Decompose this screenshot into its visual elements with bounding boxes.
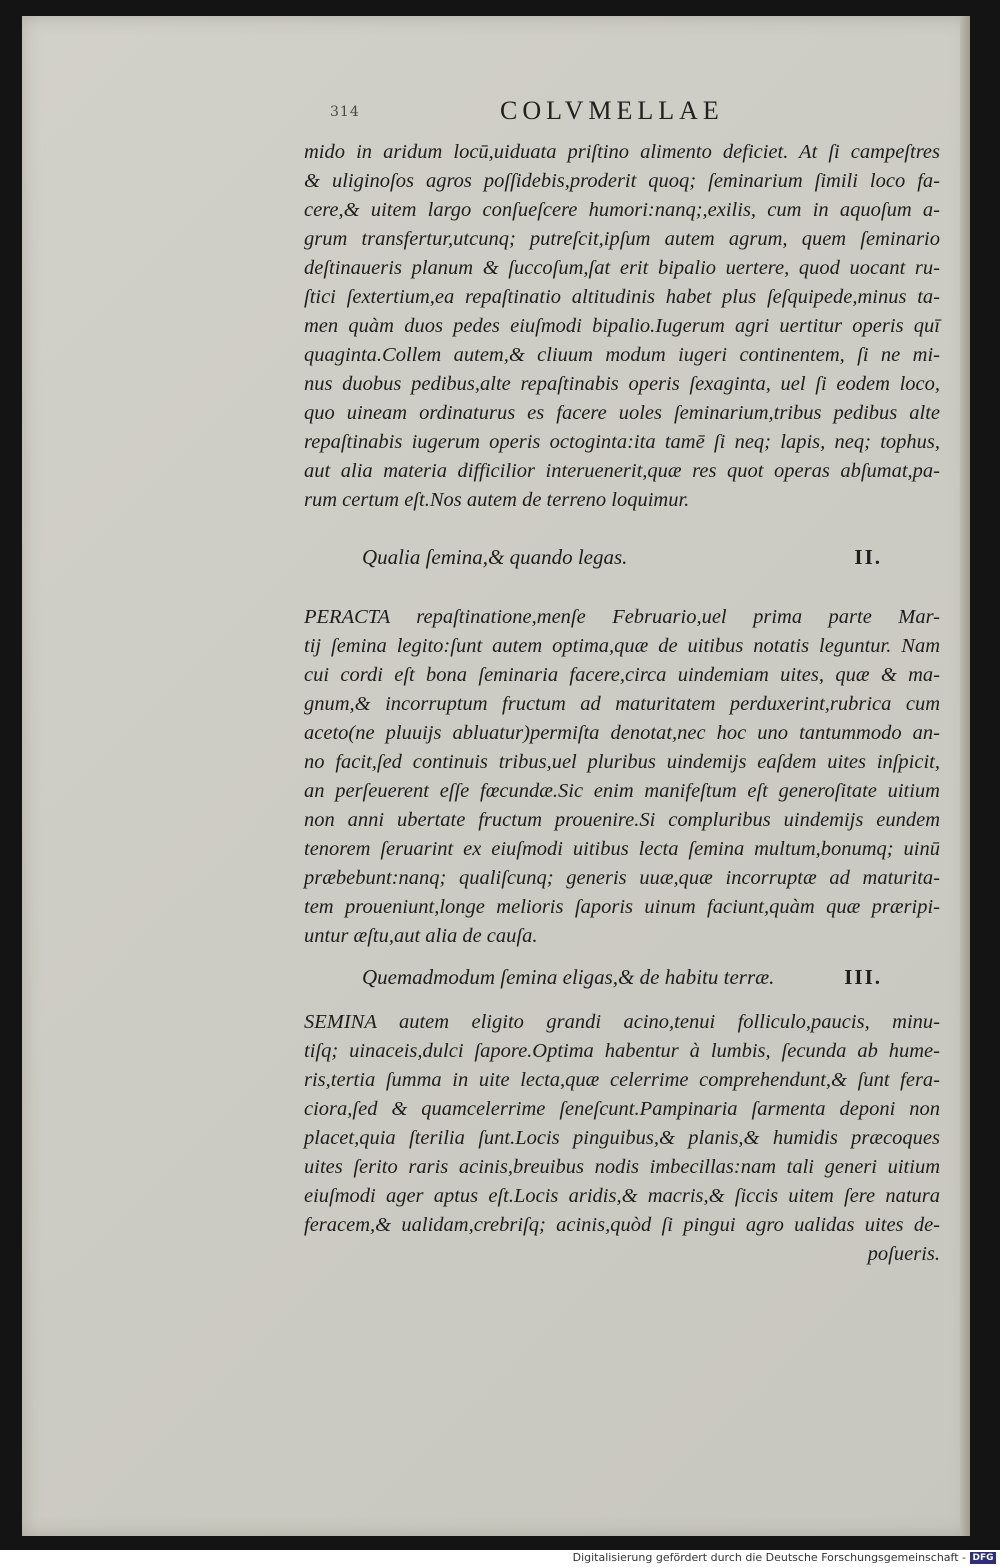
text-block-chapter-1-end bbox=[304, 138, 940, 515]
text-line: ſtici ſextertium,ea repaſtinatio altitudinis habet plus ſeſquipede,minus ta- bbox=[304, 286, 940, 308]
text-line: non anni ubertate fructum prouenire.Si compluribus uindemijs eundem bbox=[304, 809, 940, 831]
text-line: tem proueniunt,longe melioris ſaporis uinum faciunt,quàm quæ præripi- bbox=[304, 896, 940, 918]
funding-note: Digitalisierung gefördert durch die Deutsche Forschungsgemeinschaft - bbox=[572, 1551, 966, 1564]
text-line: tiſq; uinaceis,dulci ſapore.Optima habentur à lumbis, ſecunda ab hume- bbox=[304, 1040, 940, 1062]
chapter-numeral: III. bbox=[844, 965, 882, 989]
text-line: gnum,& incorruptum fructum ad maturitatem perduxerint,rubrica cum bbox=[304, 693, 940, 715]
catchword: poſueris. bbox=[867, 1243, 940, 1265]
text-block-chapter-2 bbox=[304, 603, 940, 951]
text-line: mido in aridum locū,uiduata priſtino alimento deficiet. At ſi campeſtres bbox=[304, 141, 940, 163]
text-line: cui cordi eſt bona ſeminaria facere,circa uindemiam uites, quæ & ma- bbox=[304, 664, 940, 686]
text-line: repaſtinabis iugerum operis octoginta:ita tamē ſi neq; lapis, neq; tophus, bbox=[304, 431, 940, 453]
page-number: 314 bbox=[330, 104, 360, 120]
text-line: rum certum eſt.Nos autem de terreno loquimur. bbox=[304, 489, 690, 511]
chapter-title: Qualia ſemina,& quando legas. bbox=[362, 545, 628, 569]
text-line: quaginta.Collem autem,& cliuum modum iugeri continentem, ſi ne mi- bbox=[304, 344, 940, 366]
text-line: ris,tertia ſumma in uite lecta,quæ celerrime comprehendunt,& ſunt fera- bbox=[304, 1069, 940, 1091]
text-line: men quàm duos pedes eiuſmodi bipalio.Iugerum agri uertitur operis quī bbox=[304, 315, 940, 337]
book-page bbox=[22, 16, 970, 1536]
text-line: PERACTA repaſtinatione,menſe Februario,uel prima parte Mar- bbox=[304, 606, 940, 628]
text-line: nus duobus pedibus,alte repaſtinabis operis ſexaginta, uel ſi eodem loco, bbox=[304, 373, 940, 395]
text-line: præbebunt:nanq; qualiſcunq; generis uuæ,quæ incorruptæ ad maturita- bbox=[304, 867, 940, 889]
text-line: grum transfertur,utcunq; putreſcit,ipſum autem agrum, quem ſeminario bbox=[304, 228, 940, 250]
text-line: & uliginoſos agros poſſidebis,proderit quoq; ſeminarium ſimili loco fa- bbox=[304, 170, 940, 192]
text-line: feracem,& ualidam,crebriſq; acinis,quòd ſi pingui agro ualidas uites de- bbox=[304, 1214, 940, 1236]
text-line: uites ſerito raris acinis,breuibus nodis imbecillas:nam tali generi uitium bbox=[304, 1156, 940, 1178]
text-line: cere,& uitem largo conſueſcere humori:nanq;,exilis, cum in aquoſum a- bbox=[304, 199, 940, 221]
text-line: aceto(ne pluuijs abluatur)permiſta denotat,nec hoc uno tantummodo an- bbox=[304, 722, 940, 744]
chapter-title: Quemadmodum ſemina eligas,& de habitu terræ. bbox=[362, 965, 775, 989]
text-line: aut alia materia difficilior interuenerit,quæ res quot operas abſumat,pa- bbox=[304, 460, 940, 482]
page-edge bbox=[960, 16, 970, 1536]
chapter-numeral: II. bbox=[854, 545, 882, 569]
text-line: tenorem ſeruarint ex eiuſmodi uitibus lecta ſemina multum,bonumq; uinū bbox=[304, 838, 940, 860]
text-line: ciora,ſed & quamcelerrime ſeneſcunt.Pampinaria ſarmenta deponi non bbox=[304, 1098, 940, 1120]
dfg-logo: DFG bbox=[970, 1552, 996, 1564]
chapter-heading-2 bbox=[362, 545, 922, 577]
text-line: SEMINA autem eligito grandi acino,tenui folliculo,paucis, minu- bbox=[304, 1011, 940, 1033]
digitization-footer bbox=[0, 1550, 1000, 1567]
text-line: tij ſemina legito:ſunt autem optima,quæ de uitibus notatis leguntur. Nam bbox=[304, 635, 940, 657]
text-block-chapter-3 bbox=[304, 1008, 940, 1269]
text-line: an perſeuerent eſſe fœcundæ.Sic enim manifeſtum eſt generoſitate uitium bbox=[304, 780, 940, 802]
text-line: placet,quia ſterilia ſunt.Locis pinguibus,& planis,& humidis præcoques bbox=[304, 1127, 940, 1149]
text-line: untur æſtu,aut alia de cauſa. bbox=[304, 925, 538, 947]
running-title: COLVMELLAE bbox=[500, 96, 724, 125]
text-line: deſtinaueris planum & ſuccoſum,ſat erit bipalio uertere, quod uocant ru- bbox=[304, 257, 940, 279]
chapter-heading-3 bbox=[362, 965, 922, 997]
text-line: eiuſmodi ager aptus eſt.Locis aridis,& macris,& ſiccis uitem ſere natura bbox=[304, 1185, 940, 1207]
text-line: quo uineam ordinaturus es facere uoles ſeminarium,tribus pedibus alte bbox=[304, 402, 940, 424]
text-line: no facit,ſed continuis tribus,uel pluribus uindemijs eaſdem uites inſpicit, bbox=[304, 751, 940, 773]
running-head bbox=[22, 96, 970, 136]
